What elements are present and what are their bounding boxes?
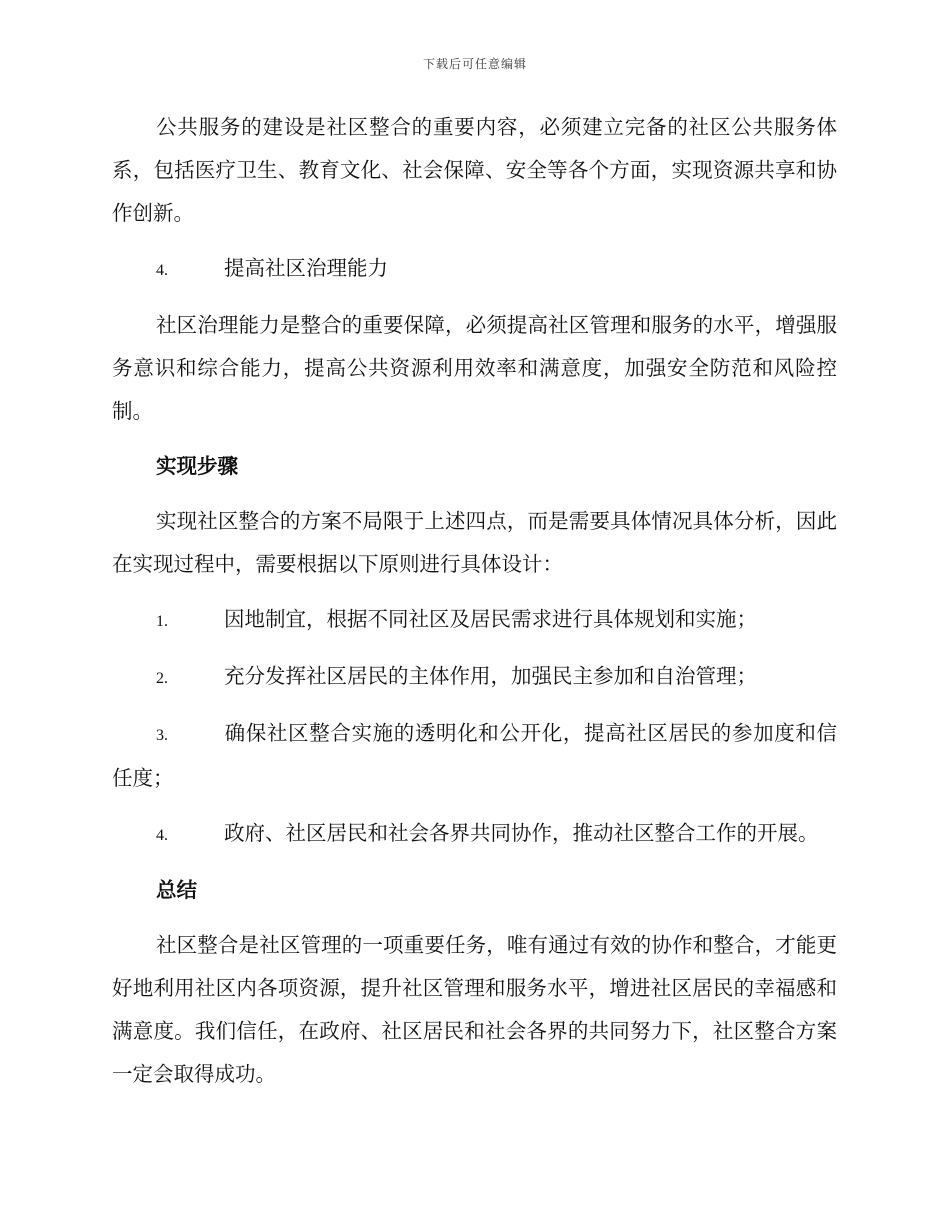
section-heading-steps: 实现步骤 [156,454,238,478]
list-number: 3. [156,727,168,744]
paragraph-public-services: 公共服务的建设是社区整合的重要内容，必须建立完备的社区公共服务体系，包括医疗卫生、教育文化、社会保障、安全等各个方面，实现资源共享和协作创新。 [112,115,837,225]
list-item-principle-4 [112,812,837,857]
list-number: 4. [156,262,168,279]
header-note: 下载后可任意编辑 [422,57,527,71]
list-number: 1. [156,613,168,630]
list-item-text: 充分发挥社区居民的主体作用，加强民主参加和自治管理； [224,664,757,688]
list-item-principle-2 [112,655,837,700]
list-item-principle-1 [112,598,837,643]
section-heading-summary: 总结 [156,878,197,902]
list-item-principle-3 [112,712,837,800]
paragraph-steps-intro: 实现社区整合的方案不局限于上述四点，而是需要具体情况具体分析，因此在实现过程中，需要根据以下原则进行具体设计： [112,509,837,576]
paragraph-governance: 社区治理能力是整合的重要保障，必须提高社区管理和服务的水平，增强服务意识和综合能力，提高公共资源利用效率和满意度，加强安全防范和风险控制。 [112,313,837,423]
list-number: 4. [156,827,168,844]
list-item-governance [112,247,837,292]
list-item-text: 确保社区整合实施的透明化和公开化，提高社区居民的参加度和信任度； [112,721,837,790]
list-item-text: 因地制宜，根据不同社区及居民需求进行具体规划和实施； [224,607,757,631]
list-item-text: 提高社区治理能力 [224,256,388,280]
list-number: 2. [156,670,168,687]
document-body [112,106,837,1108]
list-item-text: 政府、社区居民和社会各界共同协作，推动社区整合工作的开展。 [224,821,819,845]
paragraph-summary: 社区整合是社区管理的一项重要任务，唯有通过有效的协作和整合，才能更好地利用社区内各项资源，提升社区管理和服务水平，增进社区居民的幸福感和满意度。我们信任，在政府、社区居民和社会各界的共同努力下，社区整合方案一定会取得成功。 [112,933,837,1086]
